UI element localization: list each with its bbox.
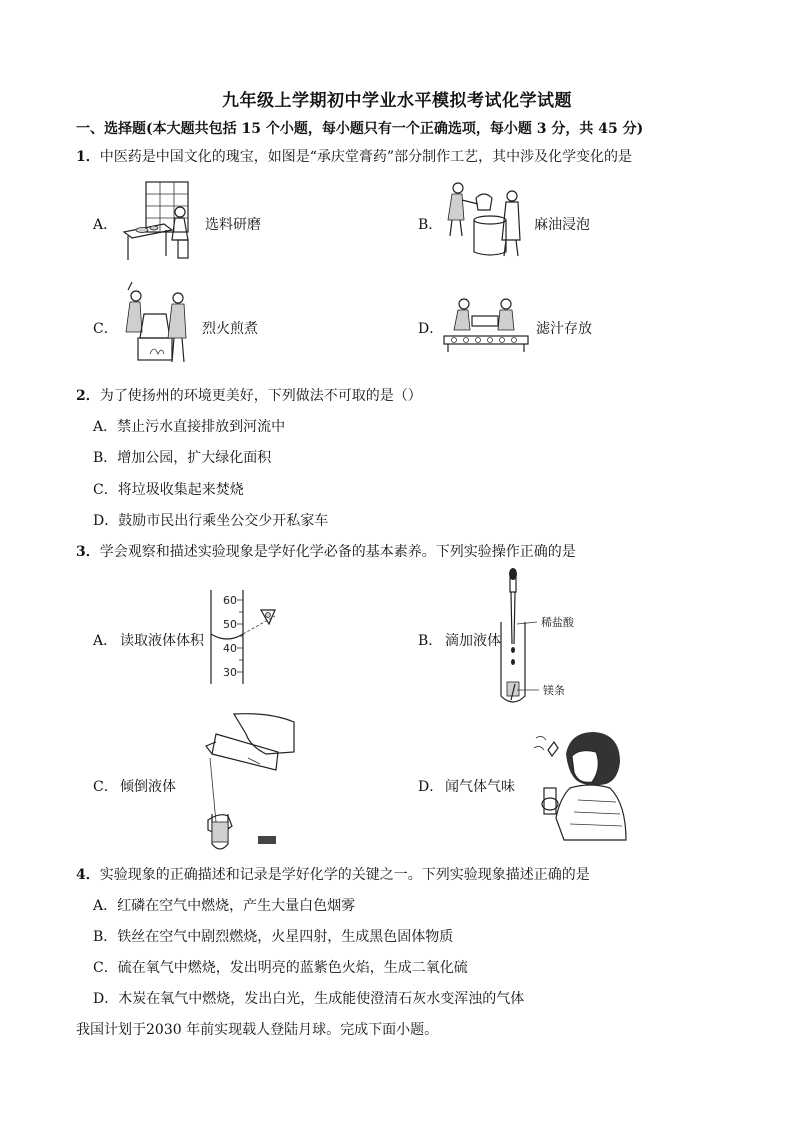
q2-option-c[interactable]: C．将垃圾收集起来焚烧 [93,482,244,498]
q1-option-b-letter[interactable]: B． [418,217,443,233]
q2-option-a[interactable]: A．禁止污水直接排放到河流中 [93,419,286,435]
q1-option-b-label: 麻油浸泡 [534,217,590,233]
cylinder-tick-40: 40 [223,642,237,655]
cylinder-tick-60: 60 [223,594,237,607]
cylinder-tick-30: 30 [223,666,237,679]
question-3-number: 3． [76,544,100,560]
pouring-illustration [190,712,300,852]
boiling-illustration [120,288,200,366]
question-4-number: 4． [76,867,100,883]
q3-option-b-letter[interactable]: B． [418,633,443,649]
q3-option-d-letter[interactable]: D． [418,779,444,795]
cylinder-reading-illustration [205,588,295,688]
q3-option-c-letter[interactable]: C． [93,779,118,795]
q4-option-d[interactable]: D．木炭在氧气中燃烧，发出白光，生成能使澄清石灰水变浑浊的气体 [93,991,525,1007]
q1-option-a-label: 选料研磨 [205,217,261,233]
storage-illustration [440,296,532,354]
q4-option-a[interactable]: A．红磷在空气中燃烧，产生大量白色烟雾 [93,898,356,914]
question-3-stem [76,541,576,561]
q3-option-c-label: 倾倒液体 [120,779,176,795]
q1-option-c-letter[interactable]: C． [93,321,118,337]
smelling-gas-illustration [530,728,630,840]
q1-option-d-letter[interactable]: D． [418,321,444,337]
cylinder-tick-50: 50 [223,618,237,631]
question-1-stem [76,146,632,166]
question-1-number: 1． [76,149,100,165]
q2-option-b[interactable]: B．增加公园，扩大绿化面积 [93,450,272,466]
dropper-illustration [495,566,595,708]
q1-option-a-letter[interactable]: A． [93,217,118,233]
question-2-text: 为了使扬州的环境更美好，下列做法不可取的是（） [99,388,422,404]
page-title: 九年级上学期初中学业水平模拟考试化学试题 [222,91,572,111]
question-4-text: 实验现象的正确描述和记录是学好化学的关键之一。下列实验现象描述正确的是 [99,867,590,883]
question-3-text: 学会观察和描述实验现象是学好化学必备的基本素养。下列实验操作正确的是 [99,544,576,560]
question-2-stem [76,385,422,405]
q4-option-b[interactable]: B．铁丝在空气中剧烈燃烧，火星四射，生成黑色固体物质 [93,929,454,945]
q1-option-c-label: 烈火煎煮 [202,321,258,337]
section-heading: 一、选择题(本大题共包括 15 个小题，每小题只有一个正确选项，每小题 3 分，共 45 分) [76,121,644,137]
q4-option-c[interactable]: C．硫在氧气中燃烧，发出明亮的蓝紫色火焰，生成二氧化硫 [93,960,468,976]
grinding-illustration [120,180,202,262]
dropper-acid-label: 稀盐酸 [541,616,574,629]
question-1-text: 中医药是中国文化的瑰宝，如图是“承庆堂膏药”部分制作工艺，其中涉及化学变化的是 [99,149,633,165]
next-section-intro: 我国计划于2030 年前实现载人登陆月球。完成下面小题。 [76,1022,439,1038]
q3-option-a-label: 读取液体体积 [120,633,204,649]
q3-option-b-label: 滴加液体 [445,633,501,649]
q3-option-a-letter[interactable]: A． [93,633,118,649]
q2-option-d[interactable]: D．鼓励市民出行乘坐公交少开私家车 [93,513,329,529]
oil-soaking-illustration [440,180,530,260]
question-2-number: 2． [76,388,100,404]
q1-option-d-label: 滤汁存放 [536,321,592,337]
q3-option-d-label: 闻气体气味 [445,779,515,795]
dropper-strip-label: 镁条 [543,684,565,697]
question-4-stem [76,864,590,884]
